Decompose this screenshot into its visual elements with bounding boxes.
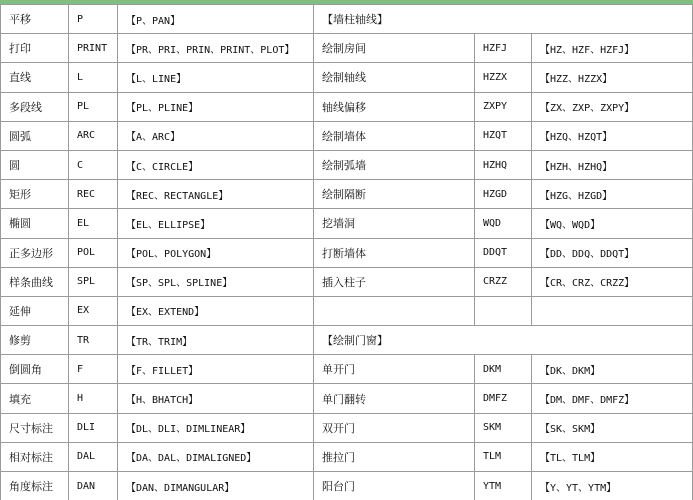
- command-code-cell: DMFZ: [475, 384, 532, 413]
- command-code-cell: WQD: [475, 209, 532, 238]
- command-name-cell: 打印: [1, 34, 69, 63]
- table-row: [1, 442, 693, 471]
- command-name-cell: 平移: [1, 5, 69, 34]
- command-name-cell: 修剪: [1, 326, 69, 355]
- command-code-cell: C: [69, 150, 118, 179]
- table-row: [1, 355, 693, 384]
- command-alias-cell: 【POL、POLYGON】: [118, 238, 314, 267]
- command-alias-cell: 【DAN、DIMANGULAR】: [118, 472, 314, 500]
- command-alias-cell: 【DL、DLI、DIMLINEAR】: [118, 413, 314, 442]
- command-code-cell: DKM: [475, 355, 532, 384]
- command-code-cell: SPL: [69, 267, 118, 296]
- command-alias-cell: 【SP、SPL、SPLINE】: [118, 267, 314, 296]
- command-alias-cell: 【DA、DAL、DIMALIGNED】: [118, 442, 314, 471]
- command-name-cell: 样条曲线: [1, 267, 69, 296]
- command-name-cell: 双开门: [314, 413, 475, 442]
- command-name-cell: 矩形: [1, 180, 69, 209]
- command-code-cell: HZGD: [475, 180, 532, 209]
- command-name-cell: 正多边形: [1, 238, 69, 267]
- command-code-cell: REC: [69, 180, 118, 209]
- table-row: [1, 267, 693, 296]
- command-name-cell: 延伸: [1, 296, 69, 325]
- command-alias-cell: 【ZX、ZXP、ZXPY】: [532, 92, 693, 121]
- table-row: [1, 209, 693, 238]
- command-name-cell: 填充: [1, 384, 69, 413]
- command-alias-cell: 【P、PAN】: [118, 5, 314, 34]
- table-row: [1, 121, 693, 150]
- command-alias-cell: 【EX、EXTEND】: [118, 296, 314, 325]
- command-code-cell: YTM: [475, 472, 532, 500]
- command-name-cell: 单门翻转: [314, 384, 475, 413]
- command-code-cell: P: [69, 5, 118, 34]
- command-alias-cell: 【HZQ、HZQT】: [532, 121, 693, 150]
- command-name-cell: 直线: [1, 63, 69, 92]
- command-alias-cell: 【H、BHATCH】: [118, 384, 314, 413]
- command-name-cell: 推拉门: [314, 442, 475, 471]
- command-alias-cell: 【DM、DMF、DMFZ】: [532, 384, 693, 413]
- command-code-cell: HZHQ: [475, 150, 532, 179]
- command-name-cell: 圆: [1, 150, 69, 179]
- section-heading-cell: 【绘制门窗】: [314, 326, 693, 355]
- command-alias-cell: 【DK、DKM】: [532, 355, 693, 384]
- command-alias-cell: 【A、ARC】: [118, 121, 314, 150]
- command-code-cell: SKM: [475, 413, 532, 442]
- command-code-cell: L: [69, 63, 118, 92]
- table-row: [1, 63, 693, 92]
- command-code-cell: PL: [69, 92, 118, 121]
- command-alias-cell: 【L、LINE】: [118, 63, 314, 92]
- command-code-cell: HZZX: [475, 63, 532, 92]
- command-name-cell: 相对标注: [1, 442, 69, 471]
- command-code-cell: DLI: [69, 413, 118, 442]
- table-row: [1, 472, 693, 500]
- table-row: [1, 296, 693, 325]
- command-alias-cell: 【F、FILLET】: [118, 355, 314, 384]
- command-name-cell: 挖墙洞: [314, 209, 475, 238]
- command-alias-cell: 【DD、DDQ、DDQT】: [532, 238, 693, 267]
- table-row: [1, 413, 693, 442]
- command-name-cell: 阳台门: [314, 472, 475, 500]
- command-code-cell: DAL: [69, 442, 118, 471]
- command-alias-cell: 【REC、RECTANGLE】: [118, 180, 314, 209]
- command-alias-cell: 【HZH、HZHQ】: [532, 150, 693, 179]
- command-code-cell: F: [69, 355, 118, 384]
- command-code-cell: DDQT: [475, 238, 532, 267]
- table-row: [1, 326, 693, 355]
- command-alias-cell: 【HZG、HZGD】: [532, 180, 693, 209]
- command-code-cell: [475, 296, 532, 325]
- section-heading-cell: 【墙柱轴线】: [314, 5, 693, 34]
- command-alias-cell: 【WQ、WQD】: [532, 209, 693, 238]
- table-row: [1, 34, 693, 63]
- command-alias-cell: 【HZZ、HZZX】: [532, 63, 693, 92]
- command-alias-cell: 【C、CIRCLE】: [118, 150, 314, 179]
- command-code-cell: POL: [69, 238, 118, 267]
- command-code-cell: EX: [69, 296, 118, 325]
- command-name-cell: 绘制房间: [314, 34, 475, 63]
- command-code-cell: DAN: [69, 472, 118, 500]
- command-alias-cell: 【CR、CRZ、CRZZ】: [532, 267, 693, 296]
- table-row: [1, 384, 693, 413]
- command-code-cell: H: [69, 384, 118, 413]
- command-alias-cell: 【PL、PLINE】: [118, 92, 314, 121]
- command-alias-cell: 【SK、SKM】: [532, 413, 693, 442]
- table-row: [1, 150, 693, 179]
- command-name-cell: 插入柱子: [314, 267, 475, 296]
- command-code-cell: TLM: [475, 442, 532, 471]
- command-code-cell: ZXPY: [475, 92, 532, 121]
- command-name-cell: 尺寸标注: [1, 413, 69, 442]
- command-name-cell: 多段线: [1, 92, 69, 121]
- table-body: [1, 5, 693, 500]
- command-code-cell: CRZZ: [475, 267, 532, 296]
- command-code-cell: HZQT: [475, 121, 532, 150]
- command-name-cell: 绘制墙体: [314, 121, 475, 150]
- command-code-cell: HZFJ: [475, 34, 532, 63]
- command-name-cell: 圆弧: [1, 121, 69, 150]
- table-row: [1, 180, 693, 209]
- command-alias-cell: 【EL、ELLIPSE】: [118, 209, 314, 238]
- command-code-cell: ARC: [69, 121, 118, 150]
- command-code-cell: TR: [69, 326, 118, 355]
- table-row: [1, 92, 693, 121]
- command-name-cell: 绘制轴线: [314, 63, 475, 92]
- table-row: [1, 5, 693, 34]
- command-name-cell: 椭圆: [1, 209, 69, 238]
- command-name-cell: [314, 296, 475, 325]
- command-alias-cell: 【Y、YT、YTM】: [532, 472, 693, 500]
- command-alias-cell: [532, 296, 693, 325]
- command-name-cell: 单开门: [314, 355, 475, 384]
- command-alias-cell: 【TL、TLM】: [532, 442, 693, 471]
- command-code-cell: EL: [69, 209, 118, 238]
- command-code-cell: PRINT: [69, 34, 118, 63]
- command-name-cell: 绘制弧墙: [314, 150, 475, 179]
- command-name-cell: 绘制隔断: [314, 180, 475, 209]
- table-row: [1, 238, 693, 267]
- command-alias-cell: 【TR、TRIM】: [118, 326, 314, 355]
- command-name-cell: 打断墙体: [314, 238, 475, 267]
- command-alias-cell: 【HZ、HZF、HZFJ】: [532, 34, 693, 63]
- command-name-cell: 角度标注: [1, 472, 69, 500]
- command-alias-cell: 【PR、PRI、PRIN、PRINT、PLOT】: [118, 34, 314, 63]
- command-shortcut-table: [0, 4, 693, 500]
- command-name-cell: 倒圆角: [1, 355, 69, 384]
- command-name-cell: 轴线偏移: [314, 92, 475, 121]
